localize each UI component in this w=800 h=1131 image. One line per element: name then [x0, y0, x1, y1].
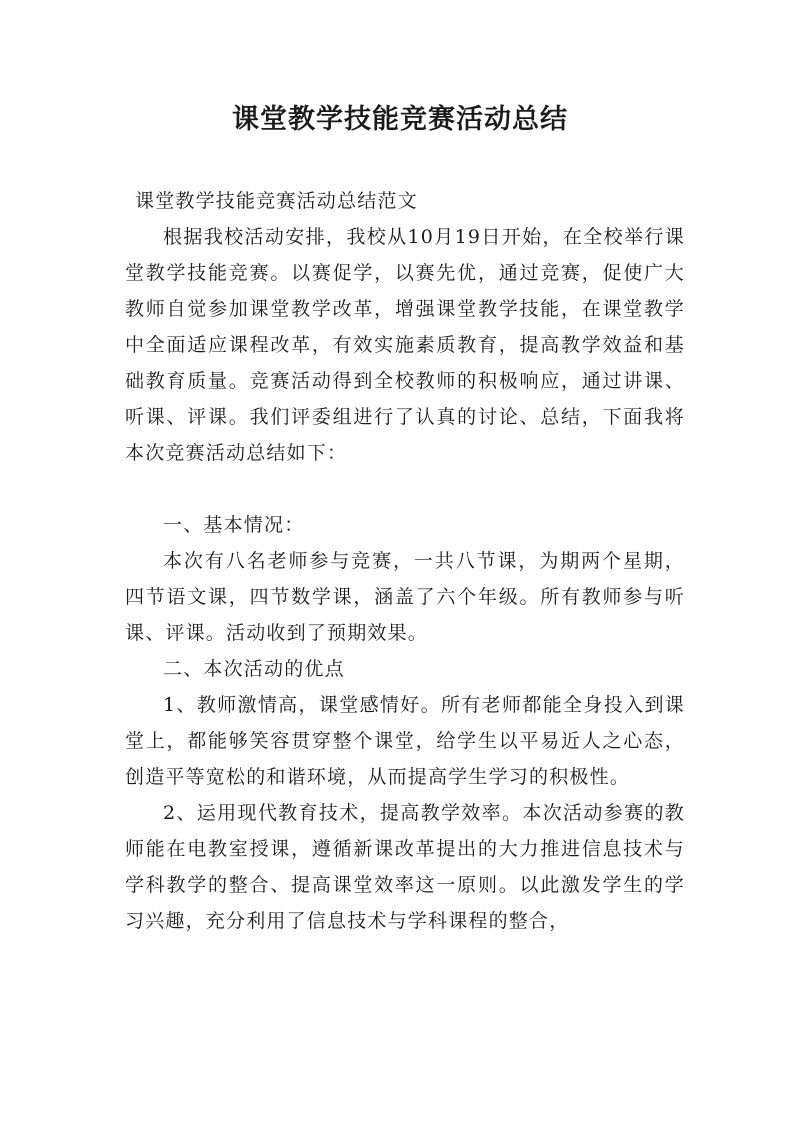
strength-point-1: 1、教师激情高，课堂感情好。所有老师都能全身投入到课堂上，都能够笑容贯穿整个课堂，给学生以平易近人之心态，创造平等宽松的和谐环境，从而提高学生学习的积极性。 — [125, 694, 685, 788]
basic-info-paragraph: 本次有八名老师参与竞赛，一共八节课，为期两个星期，四节语文课，四节数学课，涵盖了六个年级。所有教师参与听课、评课。活动收到了预期效果。 — [125, 550, 685, 644]
document-body — [125, 183, 685, 939]
document-subtitle: 课堂教学技能竞赛活动总结范文 — [135, 190, 418, 212]
section-heading-strengths: 二、本次活动的优点 — [163, 658, 345, 680]
section-heading-basic: 一、基本情况： — [163, 514, 305, 536]
intro-paragraph: 根据我校活动安排，我校从10月19日开始，在全校举行课堂教学技能竞赛。以赛促学，以赛先优，通过竞赛，促使广大教师自觉参加课堂教学改革，增强课堂教学技能，在课堂教学中全面适应课程改革，有效实施素质教育，提高教学效益和基础教育质量。竞赛活动得到全校教师的积极响应，通过讲课、听课、评课。我们评委组进行了认真的讨论、总结，下面我将本次竞赛活动总结如下： — [125, 226, 685, 464]
strength-point-2: 2、运用现代教育技术，提高教学效率。本次活动参赛的教师能在电教室授课，遵循新课改革提出的大力推进信息技术与学科教学的整合、提高课堂效率这一原则。以此激发学生的学习兴趣，充分利用了信息技术与学科课程的整合， — [125, 802, 685, 932]
paragraph-gap — [125, 471, 685, 507]
document-title: 课堂教学技能竞赛活动总结 — [232, 104, 568, 135]
